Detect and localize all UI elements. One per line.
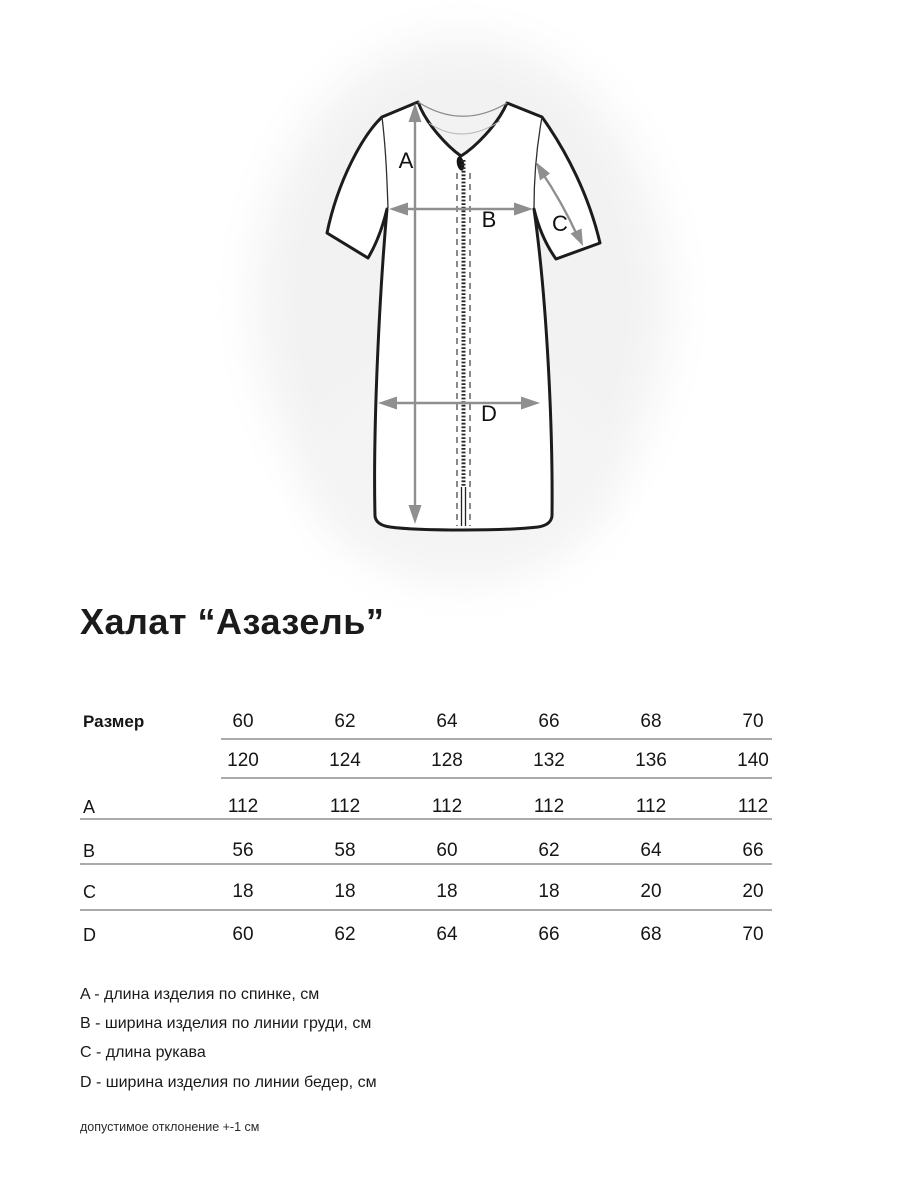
table-row-sizes xyxy=(80,708,804,736)
table-rule xyxy=(221,777,772,779)
legend-item-a: A - длина изделия по спинке, см xyxy=(80,986,320,1003)
row-d-value: 70 xyxy=(742,924,764,945)
row-c-value: 18 xyxy=(436,881,458,902)
size-value: 64 xyxy=(436,711,458,732)
row-a-value: 112 xyxy=(533,796,565,817)
row-c-value: 18 xyxy=(334,881,356,902)
legend-item-d: D - ширина изделия по линии бедер, см xyxy=(80,1074,377,1091)
table-row-c xyxy=(80,878,804,906)
table-rule xyxy=(80,863,772,865)
row-c-value: 18 xyxy=(232,881,254,902)
row-b-label: B xyxy=(83,840,96,861)
label-c: C xyxy=(552,211,568,236)
row-b-value: 62 xyxy=(538,840,560,861)
row-d-value: 64 xyxy=(436,924,458,945)
row-d-value: 66 xyxy=(538,924,560,945)
row-b-value: 56 xyxy=(232,840,254,861)
row-a-value: 112 xyxy=(431,796,463,817)
row-d-label: D xyxy=(83,924,96,945)
table-row-bust xyxy=(80,747,804,775)
bust-value: 136 xyxy=(635,750,667,771)
table-row-b xyxy=(80,837,804,865)
label-a: A xyxy=(398,148,414,173)
size-value: 66 xyxy=(538,711,560,732)
table-row-d xyxy=(80,921,804,949)
bust-value: 132 xyxy=(533,750,565,771)
row-a-value: 112 xyxy=(737,796,769,817)
row-b-value: 58 xyxy=(334,840,356,861)
size-value: 62 xyxy=(334,711,356,732)
bust-value: 140 xyxy=(737,750,769,771)
label-b: B xyxy=(481,207,497,232)
row-b-value: 66 xyxy=(742,840,764,861)
legend-item-c: C - длина рукава xyxy=(80,1044,206,1061)
size-value: 70 xyxy=(742,711,764,732)
row-a-value: 112 xyxy=(329,796,361,817)
row-a-value: 112 xyxy=(635,796,667,817)
row-c-value: 20 xyxy=(742,881,764,902)
row-c-value: 20 xyxy=(640,881,662,902)
bust-value: 128 xyxy=(431,750,463,771)
label-d: D xyxy=(481,401,497,426)
legend-item-b: B - ширина изделия по линии груди, см xyxy=(80,1015,372,1032)
table-row-a xyxy=(80,793,804,821)
table-rule xyxy=(80,909,772,911)
tolerance-footnote: допустимое отклонение +-1 см xyxy=(80,1120,260,1134)
row-a-value: 112 xyxy=(227,796,259,817)
row-b-value: 64 xyxy=(640,840,662,861)
table-rule xyxy=(221,738,772,740)
row-d-value: 60 xyxy=(232,924,254,945)
row-b-value: 60 xyxy=(436,840,458,861)
row-a-label: A xyxy=(83,796,96,817)
row-c-value: 18 xyxy=(538,881,560,902)
row-d-value: 68 xyxy=(640,924,662,945)
table-rule xyxy=(80,818,772,820)
size-header-label: Размер xyxy=(83,712,145,731)
bust-value: 124 xyxy=(329,750,361,771)
size-value: 60 xyxy=(232,711,254,732)
size-value: 68 xyxy=(640,711,662,732)
row-c-label: C xyxy=(83,881,96,902)
row-d-value: 62 xyxy=(334,924,356,945)
page-title: Халат “Азазель” xyxy=(80,601,385,642)
bust-value: 120 xyxy=(227,750,259,771)
